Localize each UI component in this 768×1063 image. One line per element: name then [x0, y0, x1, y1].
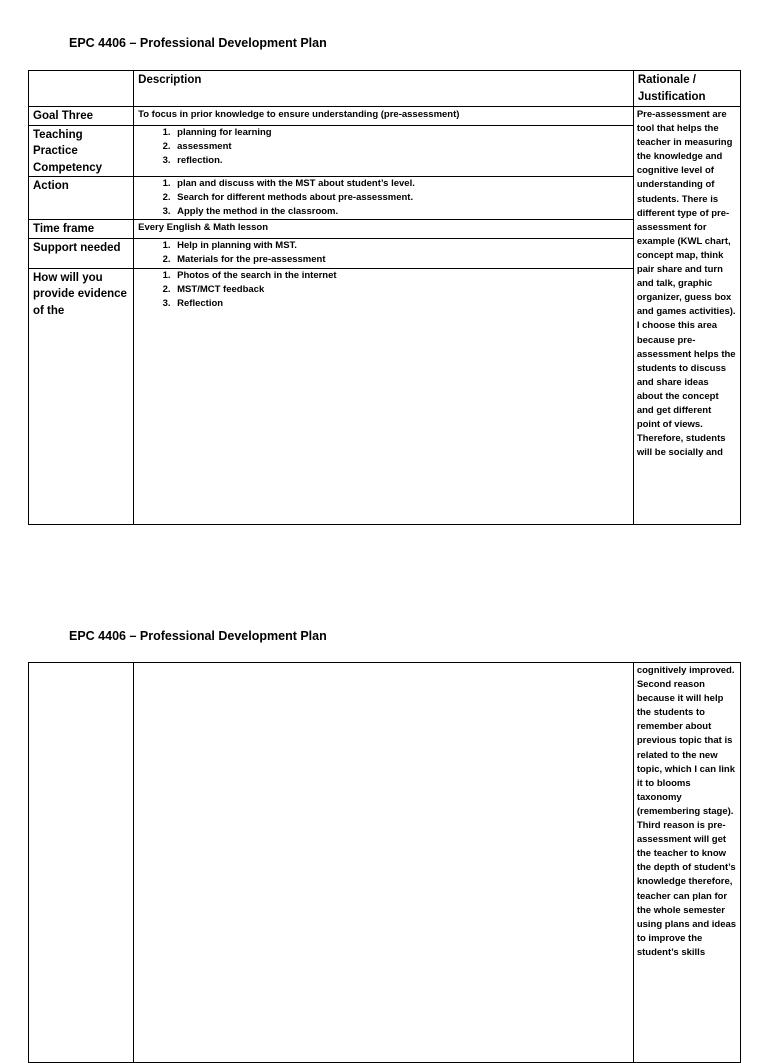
competency-label: Teaching Practice Competency	[33, 128, 103, 174]
list-item: 2. MST/MCT feedback	[173, 283, 633, 297]
empty-label-cell	[29, 663, 134, 1063]
action-list	[134, 177, 633, 219]
list-item: 2. assessment	[173, 140, 633, 154]
rationale-header: Rationale / Justification	[637, 74, 706, 103]
header-empty-cell	[29, 71, 134, 107]
empty-description-cell	[134, 663, 634, 1063]
rationale-cell	[633, 107, 740, 525]
document-title: EPC 4406 – Professional Development Plan	[69, 629, 327, 643]
goal-row	[29, 107, 741, 126]
evidence-list	[134, 269, 633, 311]
rationale-cell-continued	[633, 663, 740, 1063]
header-rationale-cell	[633, 71, 740, 107]
competency-list	[134, 126, 633, 168]
timeframe-text: Every English & Math lesson	[138, 222, 269, 233]
rationale-text-continued: cognitively improved. Second reason because it will help the students to remember about previous topic that is related to the new topic, which I can link it to blooms taxonomy (remembering stage). Third reason is pre-assessment will get the teacher to know the depth of student’s knowledge therefore, teacher can plan for the whole semester using plans and ideas to improve the student’s skills	[636, 665, 737, 958]
plan-table-continued	[28, 662, 741, 1063]
plan-table	[28, 70, 741, 525]
list-item: 2. Materials for the pre-assessment	[173, 253, 633, 267]
page-2	[0, 594, 768, 1024]
list-item: 1. Help in planning with MST.	[173, 239, 633, 253]
list-item: 2. Search for different methods about pre-assessment.	[173, 191, 633, 205]
goal-text: To focus in prior knowledge to ensure understanding (pre-assessment)	[138, 109, 460, 120]
action-label: Action	[33, 180, 69, 192]
list-item: 1. plan and discuss with the MST about student’s level.	[173, 177, 633, 191]
list-item: 1. Photos of the search in the internet	[173, 269, 633, 283]
list-item: 1. planning for learning	[173, 126, 633, 140]
list-item: 3. Reflection	[173, 297, 633, 311]
header-row	[29, 71, 741, 107]
continued-row	[29, 663, 741, 1063]
header-description-cell	[134, 71, 634, 107]
description-header: Description	[138, 74, 202, 86]
support-list	[134, 239, 633, 267]
document-title: EPC 4406 – Professional Development Plan	[69, 36, 327, 50]
rationale-text: Pre-assessment are tool that helps the teacher in measuring the knowledge and cognitive level of understanding of students. There is different type of pre-assessment for example (KWL chart, concept map, think pair share and turn and talk, graphic organizer, guess box and games activities). I choose this area because pre-assessment helps the students to discuss and share ideas about the concept and get different point of views. Therefore, students will be socially and	[636, 109, 736, 459]
evidence-label: How will you provide evidence of the	[33, 271, 127, 317]
timeframe-label: Time frame	[33, 223, 95, 235]
list-item: 3. Apply the method in the classroom.	[173, 205, 633, 219]
list-item: 3. reflection.	[173, 154, 633, 168]
goal-label: Goal Three	[33, 110, 94, 122]
support-label: Support needed	[33, 241, 121, 254]
